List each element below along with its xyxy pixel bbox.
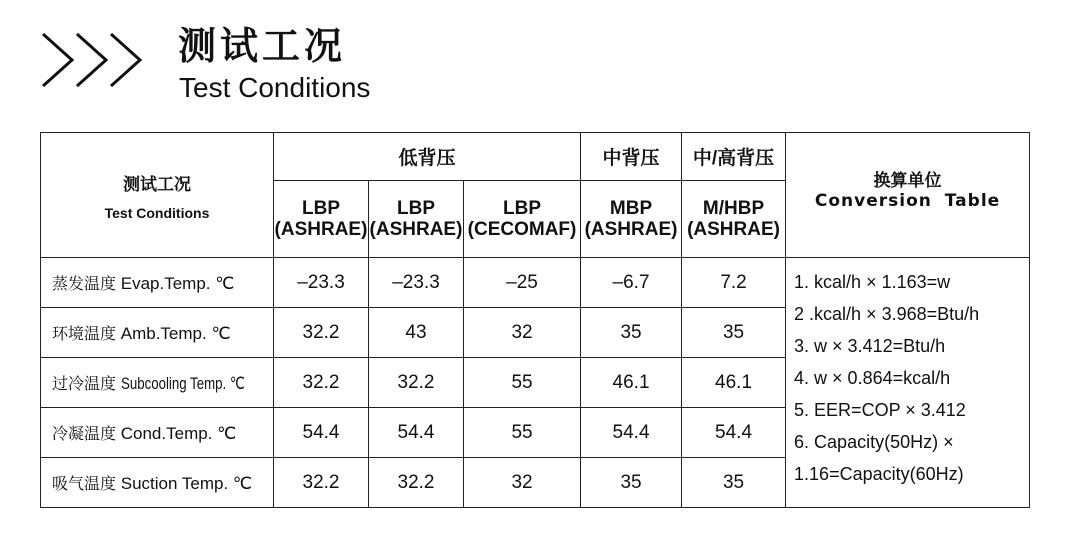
row-label-cn: 环境温度 bbox=[52, 324, 117, 343]
table-cell: 54.4 bbox=[581, 408, 682, 458]
column-header-line1: LBP bbox=[503, 198, 542, 219]
conversion-list bbox=[786, 258, 1030, 508]
page-title-en: Test Conditions bbox=[179, 72, 371, 103]
column-header-line2: (ASHRAE) bbox=[687, 219, 780, 240]
conversion-line: 1. kcal/h × 1.163=w bbox=[794, 272, 951, 292]
table-cell: 43 bbox=[369, 308, 464, 358]
row-label bbox=[41, 458, 274, 508]
row-label-cn: 吸气温度 bbox=[52, 474, 117, 493]
table-cell: 55 bbox=[464, 408, 581, 458]
conversion-line: 1.16=Capacity(60Hz) bbox=[794, 464, 964, 484]
table-cell: 35 bbox=[581, 458, 682, 508]
table-cell: 32.2 bbox=[274, 308, 369, 358]
table-cell: 35 bbox=[682, 458, 786, 508]
table-cell: –25 bbox=[464, 258, 581, 308]
conversion-header-cn: 换算单位 bbox=[873, 170, 942, 191]
column-header-line2: (CECOMAF) bbox=[467, 219, 577, 240]
column-header bbox=[274, 181, 369, 258]
column-header-line1: LBP bbox=[302, 198, 340, 219]
group-header-mhbp: 中/高背压 bbox=[682, 133, 786, 181]
table-cell: 32.2 bbox=[369, 358, 464, 408]
group-header-lbp: 低背压 bbox=[274, 133, 581, 181]
table-cell: 32.2 bbox=[274, 358, 369, 408]
table-cell: 32.2 bbox=[369, 458, 464, 508]
table-cell: 54.4 bbox=[682, 408, 786, 458]
row-label-cn: 蒸发温度 bbox=[52, 274, 117, 293]
table-cell: –23.3 bbox=[274, 258, 369, 308]
column-header-line1: LBP bbox=[397, 198, 435, 219]
table-cell: 46.1 bbox=[581, 358, 682, 408]
table-cell: 54.4 bbox=[369, 408, 464, 458]
conversion-header-en: Conversion Table bbox=[814, 190, 1001, 211]
test-conditions-table bbox=[40, 132, 1030, 508]
row-label-en: Amb.Temp. ℃ bbox=[120, 324, 231, 343]
row-label-en: Evap.Temp. ℃ bbox=[120, 274, 235, 293]
triple-chevron-right-icon bbox=[40, 30, 144, 90]
column-header bbox=[369, 181, 464, 258]
conversion-header bbox=[786, 133, 1030, 258]
table-cell: –23.3 bbox=[369, 258, 464, 308]
corner-header-cn: 测试工况 bbox=[123, 174, 191, 195]
table-cell: 32.2 bbox=[274, 458, 369, 508]
column-header-line2: (ASHRAE) bbox=[584, 219, 678, 240]
corner-header bbox=[41, 133, 274, 258]
column-header-line1: M/HBP bbox=[702, 198, 765, 219]
table-row bbox=[41, 258, 1030, 308]
table-cell: 35 bbox=[581, 308, 682, 358]
row-label-cn: 冷凝温度 bbox=[52, 424, 117, 443]
column-header bbox=[682, 181, 786, 258]
row-label bbox=[41, 358, 274, 408]
row-label-en: Subcooling Temp. ℃ bbox=[120, 374, 245, 393]
row-label-en: Suction Temp. ℃ bbox=[120, 474, 252, 493]
conversion-line: 4. w × 0.864=kcal/h bbox=[794, 368, 951, 388]
row-label bbox=[41, 308, 274, 358]
column-header-line2: (ASHRAE) bbox=[274, 219, 368, 240]
row-label-cn: 过冷温度 bbox=[52, 374, 117, 393]
row-label bbox=[41, 408, 274, 458]
conversion-line: 3. w × 3.412=Btu/h bbox=[794, 336, 946, 356]
table-cell: 55 bbox=[464, 358, 581, 408]
conversion-line: 2 .kcal/h × 3.968=Btu/h bbox=[794, 304, 980, 324]
column-header-line1: MBP bbox=[609, 198, 653, 219]
row-label-en: Cond.Temp. ℃ bbox=[120, 424, 237, 443]
table-cell: 7.2 bbox=[682, 258, 786, 308]
table-cell: 32 bbox=[464, 308, 581, 358]
table-cell: 35 bbox=[682, 308, 786, 358]
table-cell: 46.1 bbox=[682, 358, 786, 408]
table-cell: 32 bbox=[464, 458, 581, 508]
table-cell: –6.7 bbox=[581, 258, 682, 308]
column-header bbox=[581, 181, 682, 258]
row-label bbox=[41, 258, 274, 308]
group-header-mbp: 中背压 bbox=[581, 133, 682, 181]
table-cell: 54.4 bbox=[274, 408, 369, 458]
conversion-line: 6. Capacity(50Hz) × bbox=[794, 432, 954, 452]
corner-header-en: Test Conditions bbox=[104, 204, 210, 221]
conversion-line: 5. EER=COP × 3.412 bbox=[794, 400, 966, 420]
column-header-line2: (ASHRAE) bbox=[369, 219, 463, 240]
page-title-cn: 测试工况 bbox=[178, 24, 347, 68]
column-header bbox=[464, 181, 581, 258]
